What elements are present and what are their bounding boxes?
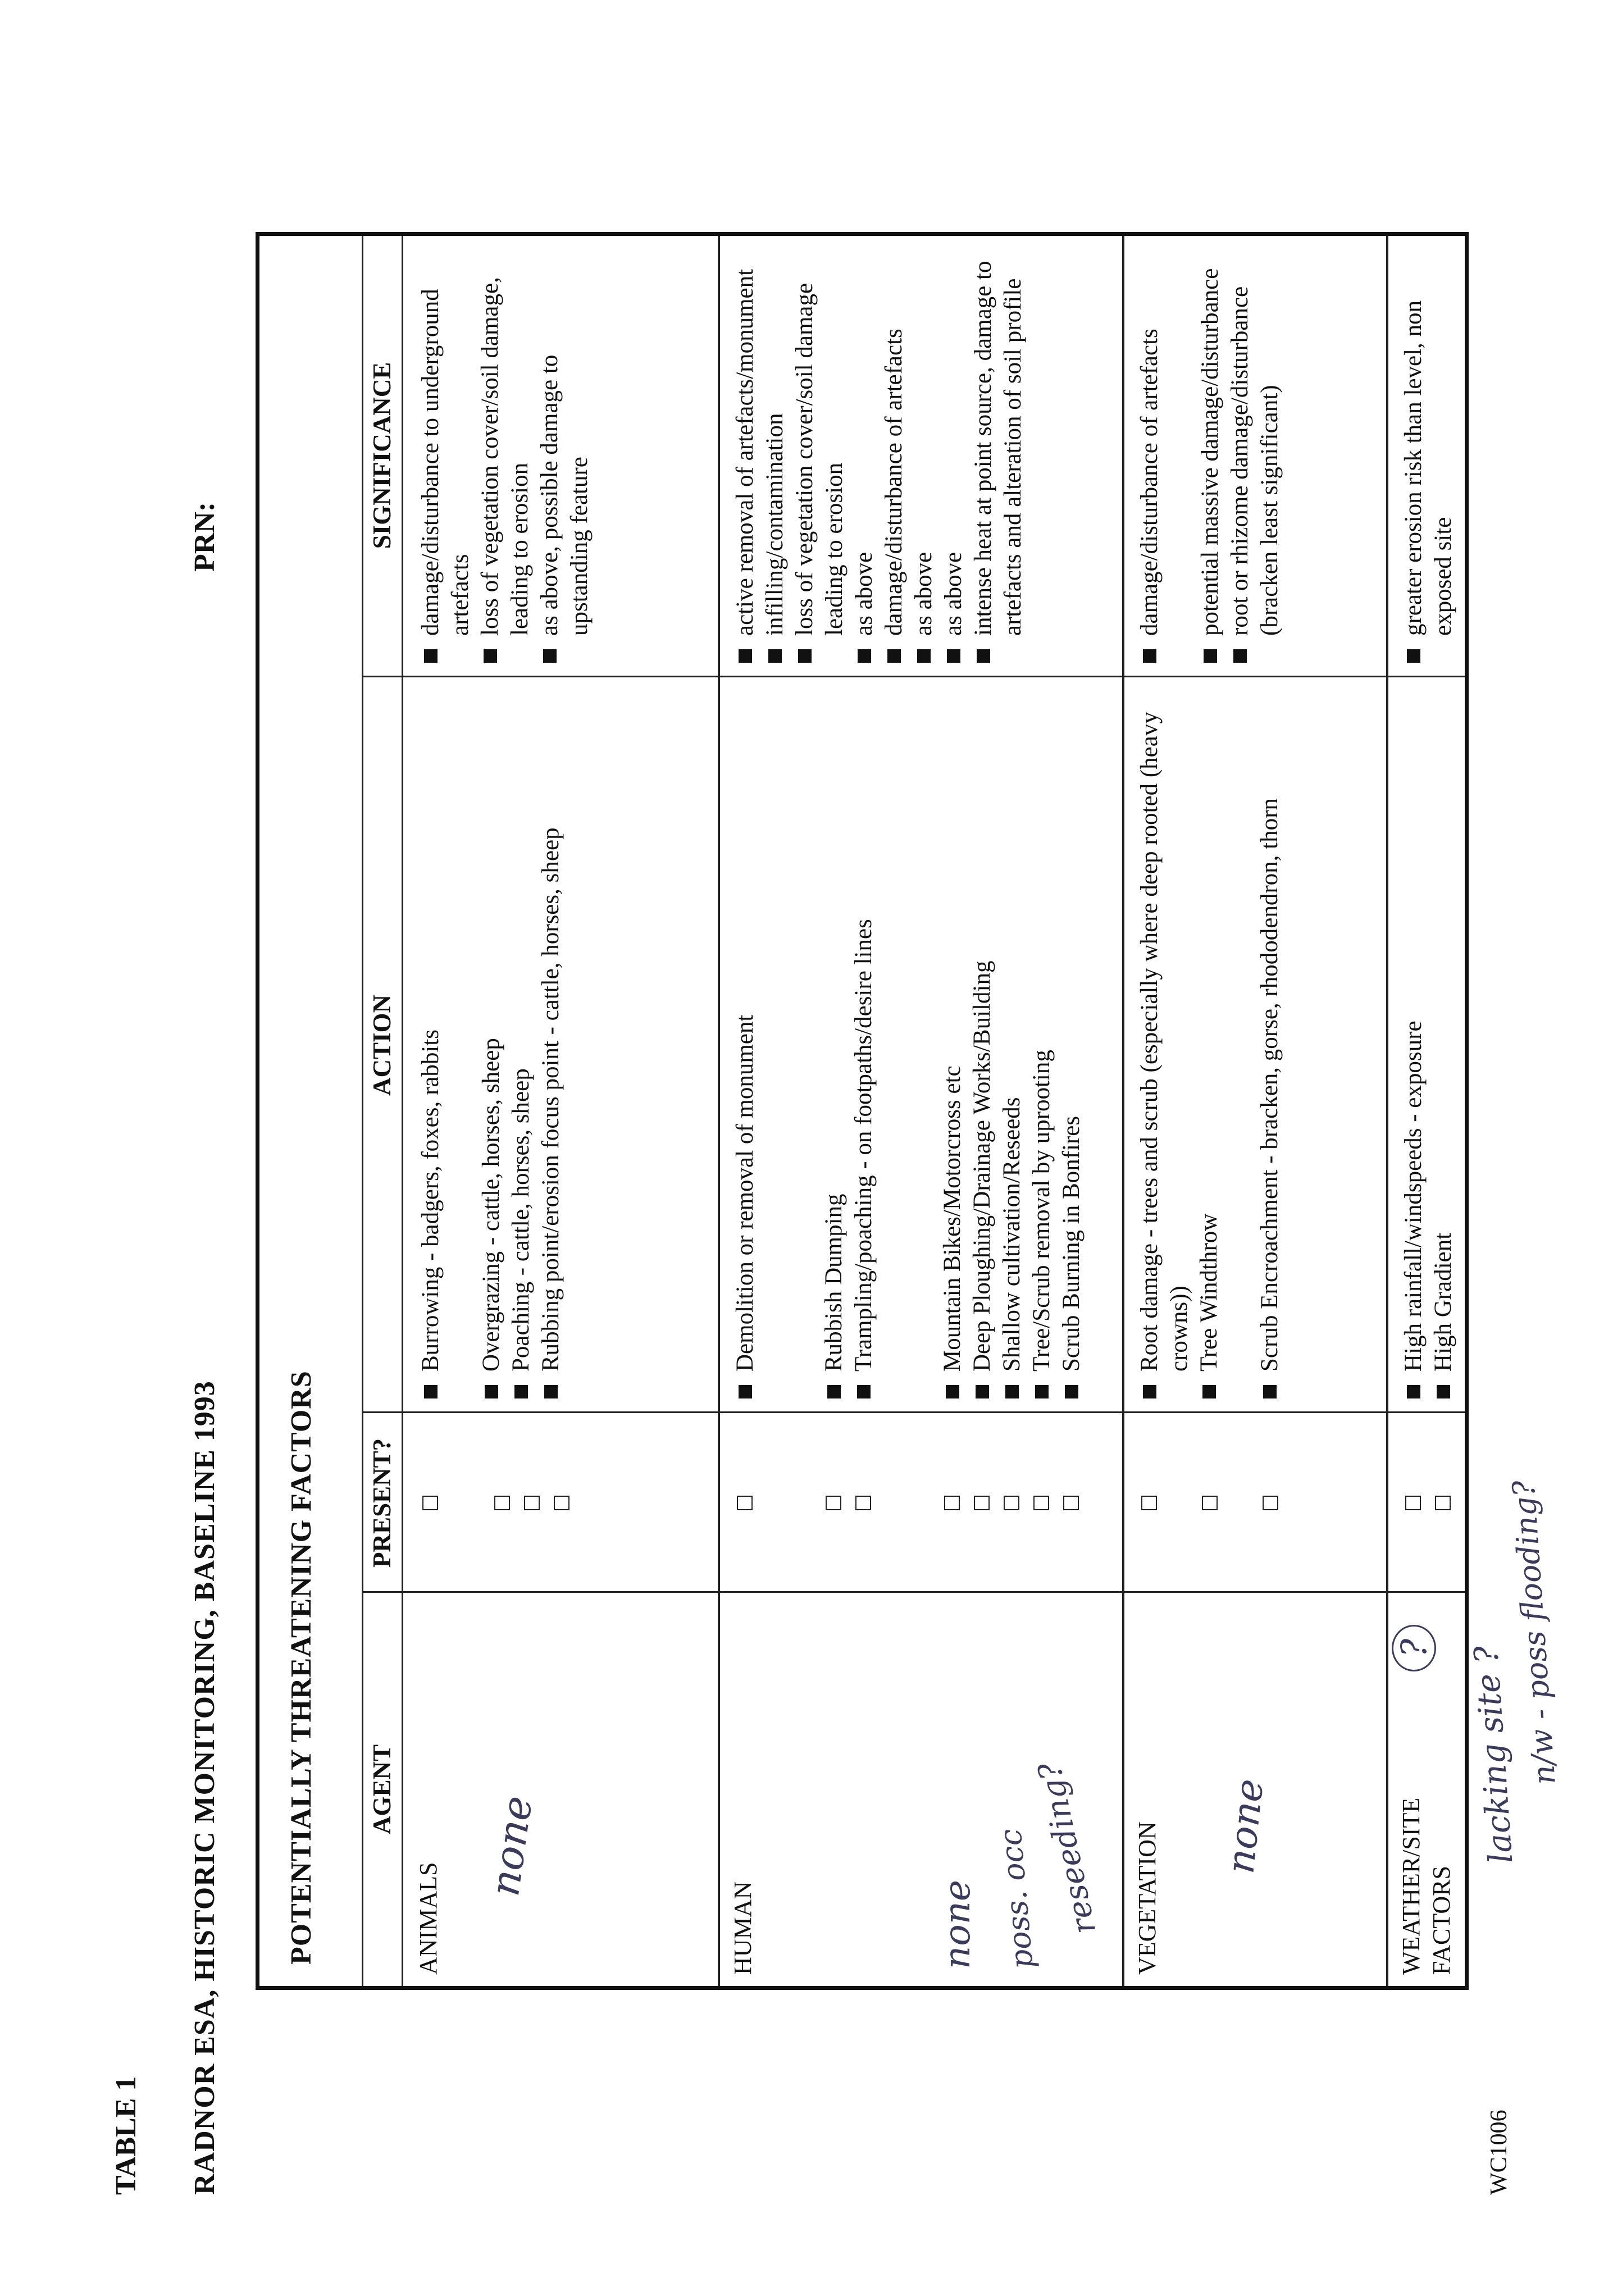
table-row-human xyxy=(718,236,1124,1986)
agent-label: ANIMALS xyxy=(414,1862,442,1975)
table-row-animals xyxy=(403,236,720,1986)
action-item: High Gradient xyxy=(1428,679,1458,1401)
bullet-icon xyxy=(1263,1385,1277,1398)
present-checkbox[interactable] xyxy=(855,1496,871,1510)
agent-label: VEGETATION xyxy=(1133,1821,1161,1975)
significance-item: as above xyxy=(849,244,879,665)
handwritten-note: none xyxy=(937,1880,978,1969)
bullet-icon xyxy=(1233,649,1247,663)
bullet-icon xyxy=(1035,1385,1049,1398)
bullet-icon xyxy=(858,649,871,663)
action-list xyxy=(730,679,1086,1401)
bullet-icon xyxy=(768,649,782,663)
bullet-icon xyxy=(544,1385,558,1398)
table-header xyxy=(363,236,403,1986)
action-list xyxy=(416,679,566,1401)
bullet-icon xyxy=(917,649,931,663)
action-item: Scrub Burning in Bonfires xyxy=(1056,679,1086,1401)
column-header-present: PRESENT? xyxy=(368,1438,396,1568)
bullet-icon xyxy=(1202,1385,1216,1398)
present-checkbox[interactable] xyxy=(422,1496,438,1510)
action-item: Mountain Bikes/Motorcross etc xyxy=(937,679,967,1401)
action-item: Rubbish Dumping xyxy=(819,679,849,1401)
action-item: Deep Ploughing/Drainage Works/Building xyxy=(967,679,997,1401)
significance-list xyxy=(1135,244,1284,665)
significance-item: as above xyxy=(938,244,968,665)
bullet-icon xyxy=(857,1385,871,1398)
present-checkbox[interactable] xyxy=(494,1496,510,1510)
present-checkbox[interactable] xyxy=(1263,1496,1278,1510)
significance-item: intense heat at point source, damage to artefacts and alteration of soil profile xyxy=(968,244,1028,665)
bullet-icon xyxy=(798,649,812,663)
present-checkbox[interactable] xyxy=(1405,1496,1421,1510)
bullet-icon xyxy=(947,649,960,663)
prn-label: PRN: xyxy=(189,502,221,572)
action-item: Poaching - cattle, horses, sheep xyxy=(506,679,536,1401)
present-checkboxes xyxy=(1398,1419,1451,1587)
action-item: Demolition or removal of monument xyxy=(730,679,760,1401)
handwritten-note: reseeding? xyxy=(1031,1759,1104,1938)
agent-label: HUMAN xyxy=(729,1881,757,1975)
bullet-icon xyxy=(424,1385,438,1398)
table-row-weather xyxy=(1386,236,1465,1986)
action-item: Shallow cultivation/Reseeds xyxy=(997,679,1027,1401)
bullet-icon xyxy=(485,1385,498,1398)
significance-item: loss of vegetation cover/soil damage, leading to erosion xyxy=(475,244,535,665)
bullet-icon xyxy=(827,1385,841,1398)
action-item: Scrub Encroachment - bracken, gorse, rhododendron, thorn xyxy=(1255,679,1284,1401)
bullet-icon xyxy=(424,649,438,663)
significance-item: active removal of artefacts/monument xyxy=(730,244,760,665)
table-row-vegetation xyxy=(1122,236,1388,1986)
present-checkbox[interactable] xyxy=(1435,1496,1451,1510)
document-title: RADNOR ESA, HISTORIC MONITORING, BASELINE 1993 xyxy=(189,1381,221,2195)
bullet-icon xyxy=(1143,649,1156,663)
section-title: POTENTIALLY THREATENING FACTORS xyxy=(259,236,363,1986)
significance-item: root or rhizome damage/disturbance (bracken least significant) xyxy=(1225,244,1284,665)
action-item: Tree Windthrow xyxy=(1194,679,1224,1401)
significance-item: damage/disturbance to underground artefacts xyxy=(416,244,475,665)
present-checkbox[interactable] xyxy=(1202,1496,1218,1510)
bullet-icon xyxy=(484,649,497,663)
handwritten-note: poss. occ xyxy=(992,1827,1040,1971)
bullet-icon xyxy=(514,1385,528,1398)
column-header-significance: SIGNIFICANCE xyxy=(368,362,396,549)
present-checkbox[interactable] xyxy=(524,1496,540,1510)
present-checkbox[interactable] xyxy=(826,1496,841,1510)
present-checkbox[interactable] xyxy=(1033,1496,1049,1510)
significance-list xyxy=(416,244,594,665)
bullet-icon xyxy=(1407,649,1420,663)
present-checkboxes xyxy=(730,1419,1079,1587)
table-label: TABLE 1 xyxy=(110,2076,142,2195)
bullet-icon xyxy=(1143,1385,1156,1398)
significance-item: potential massive damage/disturbance xyxy=(1195,244,1225,665)
action-list xyxy=(1135,679,1284,1401)
handwritten-note: lacking site ? xyxy=(1466,1644,1520,1865)
action-item: Root damage - trees and scrub (especially where deep rooted (heavy crowns)) xyxy=(1135,679,1194,1401)
bullet-icon xyxy=(1065,1385,1078,1398)
present-checkbox[interactable] xyxy=(1141,1496,1157,1510)
bullet-icon xyxy=(1005,1385,1019,1398)
action-item: Overgrazing - cattle, horses, sheep xyxy=(476,679,506,1401)
action-item: Trampling/poaching - on footpaths/desire lines xyxy=(849,679,878,1401)
significance-list xyxy=(1398,244,1458,665)
action-item: High rainfall/windspeeds - exposure xyxy=(1398,679,1428,1401)
significance-item: as above xyxy=(909,244,938,665)
footer-code: WC1006 xyxy=(1486,2110,1512,2195)
column-header-agent: AGENT xyxy=(368,1744,396,1835)
bullet-icon xyxy=(1407,1385,1420,1398)
significance-item: greater erosion risk than level, non exposed site xyxy=(1398,244,1458,665)
action-list xyxy=(1398,679,1458,1401)
handwritten-note: n/w - poss flooding? xyxy=(1506,1479,1562,1786)
significance-item: as above, possible damage to upstanding feature xyxy=(535,244,594,665)
present-checkbox[interactable] xyxy=(554,1496,569,1510)
present-checkbox[interactable] xyxy=(737,1496,753,1510)
action-item: Burrowing - badgers, foxes, rabbits xyxy=(416,679,445,1401)
significance-list xyxy=(730,244,1028,665)
bullet-icon xyxy=(739,649,752,663)
action-item: Tree/Scrub removal by uprooting xyxy=(1027,679,1056,1401)
bullet-icon xyxy=(543,649,557,663)
column-header-action: ACTION xyxy=(368,994,396,1096)
threat-table xyxy=(256,232,1469,1990)
present-checkboxes xyxy=(1135,1419,1278,1587)
present-checkbox[interactable] xyxy=(1004,1496,1019,1510)
action-item: Rubbing point/erosion focus point - cattle, horses, sheep xyxy=(536,679,566,1401)
present-checkbox[interactable] xyxy=(944,1496,960,1510)
bullet-icon xyxy=(1437,1385,1450,1398)
bullet-icon xyxy=(1204,649,1217,663)
present-checkbox[interactable] xyxy=(974,1496,990,1510)
bullet-icon xyxy=(976,1385,989,1398)
significance-item: damage/disturbance of artefacts xyxy=(1135,244,1164,665)
agent-label: WEATHER/SITE FACTORS xyxy=(1397,1797,1455,1975)
handwritten-note: ? xyxy=(1392,1625,1436,1671)
bullet-icon xyxy=(946,1385,959,1398)
bullet-icon xyxy=(977,649,990,663)
significance-item: damage/disturbance of artefacts xyxy=(879,244,909,665)
present-checkboxes xyxy=(416,1419,569,1587)
significance-item: loss of vegetation cover/soil damage leading to erosion xyxy=(790,244,849,665)
significance-item: infilling/contamination xyxy=(760,244,790,665)
bullet-icon xyxy=(739,1385,752,1398)
present-checkbox[interactable] xyxy=(1063,1496,1079,1510)
handwritten-note: none xyxy=(480,1793,542,1899)
bullet-icon xyxy=(887,649,901,663)
handwritten-note: none xyxy=(1218,1776,1273,1876)
